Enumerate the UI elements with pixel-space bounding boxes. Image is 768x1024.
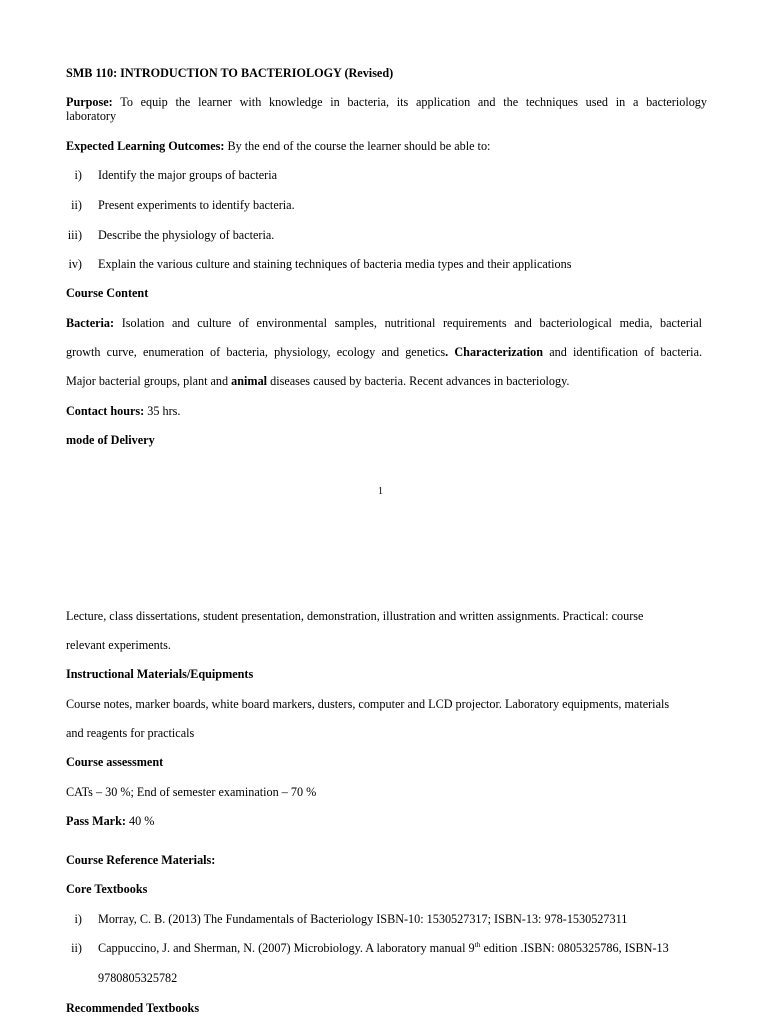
outcome-item: i) Identify the major groups of bacteria <box>74 168 278 182</box>
course-assessment-heading: Course assessment <box>66 755 164 769</box>
core-textbook-item: i) Morray, C. B. (2013) The Fundamentals of Bacteriology ISBN-10: 1530527317; ISBN-13: 978-1530527311 <box>74 912 628 926</box>
reference-materials-heading: Course Reference Materials: <box>66 853 216 867</box>
contact-hours: Contact hours: 35 hrs. <box>66 404 181 418</box>
pass-mark: Pass Mark: 40 % <box>66 814 155 828</box>
course-title: SMB 110: INTRODUCTION TO BACTERIOLOGY (Revised) <box>66 66 394 80</box>
outcome-item: iii) Describe the physiology of bacteria. <box>67 228 275 242</box>
mode-of-delivery-heading: mode of Delivery <box>66 433 155 447</box>
delivery-line2: relevant experiments. <box>66 638 171 652</box>
content-line1: Bacteria: Isolation and culture of environmental samples, nutritional requirements and bacteriological media, bacterial <box>66 316 702 330</box>
content-line2: growth curve, enumeration of bacteria, physiology, ecology and genetics. Characterization and identification of bacteria. <box>66 345 703 359</box>
assessment-text: CATs – 30 %; End of semester examination – 70 % <box>66 785 317 799</box>
content-line3: Major bacterial groups, plant and animal diseases caused by bacteria. Recent advances in bacteriology. <box>66 374 570 388</box>
delivery-line1: Lecture, class dissertations, student presentation, demonstration, illustration and written assignments. Practical: course <box>66 609 644 623</box>
core-textbook-item-continued: 9780805325782 <box>98 971 178 985</box>
purpose-line2: laboratory <box>66 109 117 123</box>
outcome-item: ii) Present experiments to identify bacteria. <box>71 198 295 212</box>
core-textbook-item: ii) Cappuccino, J. and Sherman, N. (2007) Microbiology. A laboratory manual 9th edition .ISBN: 0805325786, ISBN-13 <box>71 940 669 955</box>
purpose-label: Purpose: <box>66 95 113 109</box>
purpose-line1: Purpose: To equip the learner with knowledge in bacteria, its application and the techniques used in a bacteriology <box>66 95 707 109</box>
materials-line2: and reagents for practicals <box>66 726 195 740</box>
course-content-heading: Course Content <box>66 286 149 300</box>
core-textbooks-heading: Core Textbooks <box>66 882 148 896</box>
page-number: 1 <box>378 486 383 497</box>
materials-line1: Course notes, marker boards, white board markers, dusters, computer and LCD projector. Laboratory equipments, materials <box>66 697 670 711</box>
outcomes-intro: Expected Learning Outcomes: By the end of the course the learner should be able to: <box>66 139 491 153</box>
outcome-item: iv) Explain the various culture and staining techniques of bacteria media types and their applications <box>68 257 572 271</box>
instructional-materials-heading: Instructional Materials/Equipments <box>66 667 254 681</box>
recommended-textbooks-heading: Recommended Textbooks <box>66 1001 200 1015</box>
